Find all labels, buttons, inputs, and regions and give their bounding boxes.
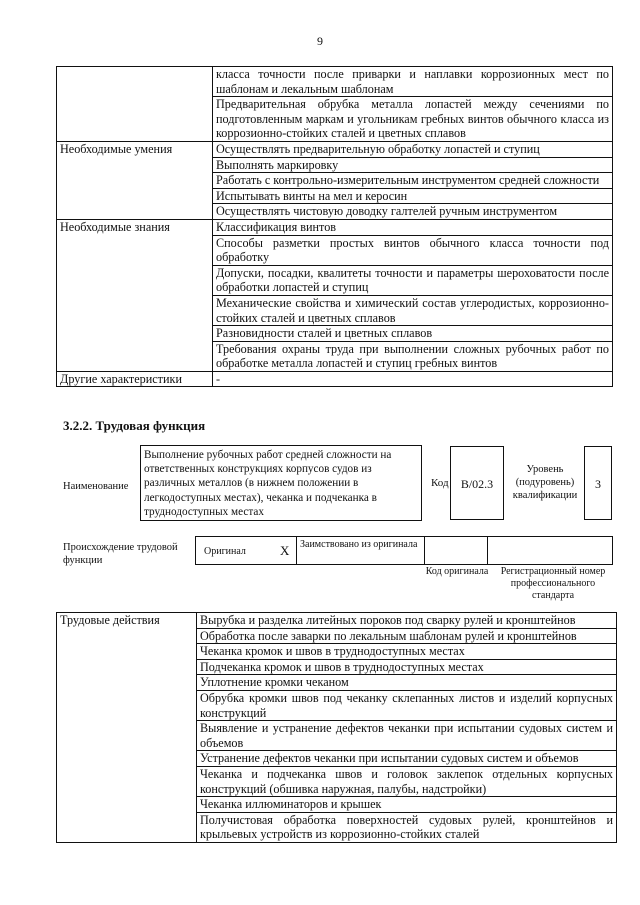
row-label-knowledge: Необходимые знания (57, 219, 213, 371)
row-label-other: Другие характеристики (57, 371, 213, 387)
table-row (57, 141, 613, 157)
row-label-skills: Необходимые умения (57, 141, 213, 219)
list-item: Осуществлять предварительную обработку лопастей и ступиц (213, 141, 613, 157)
list-item: Предварительная обрубка металла лопастей между сечениями по подготовленным маркам и угольникам гребных винтов обычного класса из коррозионно-стойких сталей и цветных сплавов (213, 97, 613, 142)
list-item: - (213, 371, 613, 387)
reg-number-cell (487, 536, 613, 565)
list-item: Выявление и устранение дефектов чеканки при испытании судовых систем и объемов (197, 721, 617, 751)
list-item: Способы разметки простых винтов обычного класса точности под обработку (213, 235, 613, 265)
work-actions-table (56, 612, 617, 843)
list-item: Чеканка кромок и швов в труднодоступных местах (197, 644, 617, 660)
list-item: Уплотнение кромки чеканом (197, 675, 617, 691)
list-item: Испытывать винты на мел и керосин (213, 188, 613, 204)
list-item: Получистовая обработка поверхностей судовых рулей, кронштейнов и крыльевых устройств из коррозионно-стойких сталей (197, 812, 617, 842)
borrowed-label: Заимствовано из оригинала (300, 539, 418, 550)
list-item: Подчеканка кромок и швов в труднодоступных местах (197, 659, 617, 675)
list-item: Механические свойства и химический состав углеродистых, коррозионно-стойких сталей и цветных сплавов (213, 295, 613, 325)
function-name-box: Выполнение рубочных работ средней сложности на ответственных конструкциях корпусов судов из различных металлов (в нижнем положении в легкодоступных местах), чеканка и подчеканка в труднодоступных местах (140, 445, 422, 521)
original-code-cell (424, 536, 488, 565)
list-item: Работать с контрольно-измерительным инструментом средней сложности (213, 173, 613, 189)
table-row (57, 613, 617, 629)
skills-knowledge-table (56, 66, 613, 387)
code-caption: Код оригинала (425, 566, 489, 577)
name-label: Наименование (63, 481, 129, 492)
original-mark: X (280, 543, 290, 558)
table-row (57, 67, 613, 97)
level-value-box: 3 (584, 446, 612, 520)
list-item: Обработка после заварки по лекальным шаблонам рулей и кронштейнов (197, 628, 617, 644)
original-cell (195, 536, 297, 565)
list-item: Чеканка и подчеканка швов и головок заклепок отдельных корпусных конструкций (обшивка наружная, палубы, надстройки) (197, 766, 617, 796)
list-item: Классификация винтов (213, 219, 613, 235)
list-item: Осуществлять чистовую доводку галтелей ручным инструментом (213, 204, 613, 220)
list-item: Разновидности сталей и цветных сплавов (213, 326, 613, 342)
list-item: Вырубка и разделка литейных пороков под сварку рулей и кронштейнов (197, 613, 617, 629)
borrowed-cell (296, 536, 425, 565)
list-item: Устранение дефектов чеканки при испытании судовых систем и объемов (197, 751, 617, 767)
row-label-actions: Трудовые действия (57, 613, 197, 843)
table-row (57, 219, 613, 235)
page-number: 9 (317, 34, 323, 48)
code-value-box: B/02.3 (450, 446, 504, 520)
row-label (57, 67, 213, 142)
list-item: класса точности после приварки и наплавки коррозионных мест по шаблонам и лекальным шаблонам (213, 67, 613, 97)
reg-caption: Регистрационный номер профессионального стандарта (500, 566, 606, 601)
section-heading: 3.2.2. Трудовая функция (63, 418, 206, 433)
level-label: Уровень (подуровень) квалификации (512, 464, 578, 501)
table-row (57, 371, 613, 387)
list-item: Требования охраны труда при выполнении сложных рубочных работ по обработке металла лопастей и ступиц гребных винтов (213, 341, 613, 371)
list-item: Допуски, посадки, квалитеты точности и параметры шероховатости после обработки лопастей и ступиц (213, 265, 613, 295)
list-item: Обрубка кромки швов под чеканку склепанных листов и изделий корпусных конструкций (197, 690, 617, 720)
list-item: Выполнять маркировку (213, 157, 613, 173)
code-label: Код (431, 477, 449, 489)
origin-label: Происхождение трудовой функции (63, 542, 178, 566)
original-label: Оригинал (204, 546, 246, 557)
list-item: Чеканка иллюминаторов и крышек (197, 797, 617, 813)
